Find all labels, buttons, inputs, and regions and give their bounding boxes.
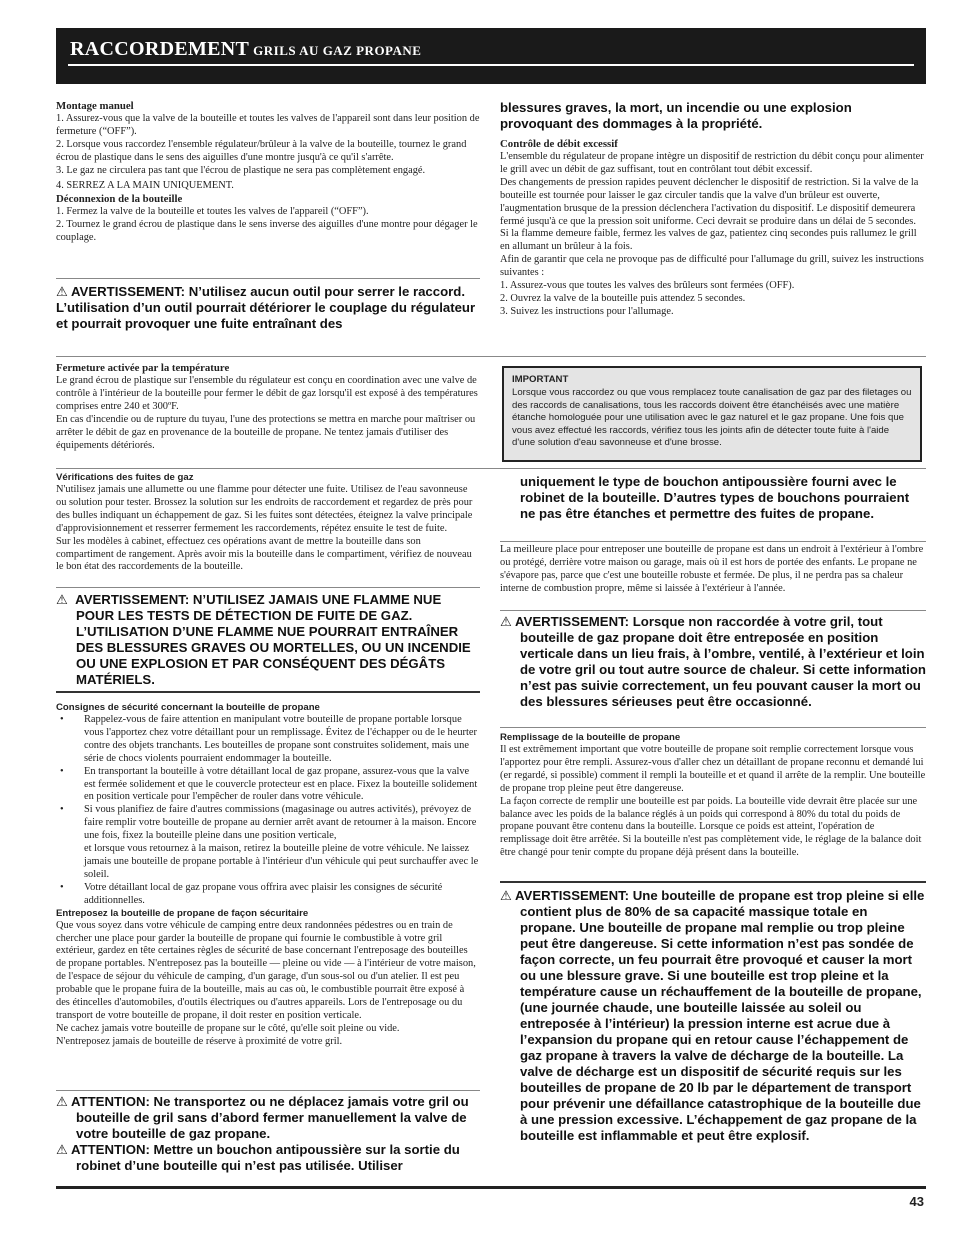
warning-text: AVERTISSEMENT: Lorsque non raccordée à votre gril, tout bouteille de gaz propane doit être entreposée en position verticale dans un lieu frais, à l’ombre, ventilé, à l’extérieur et loin de votre gril ou tout autre source de chaleur. Si cette information n’est pas suivie correctement, un feu pouvant causer la mort ou des blessures sérieuses peut être occasionné. [515,614,926,709]
header-rule [68,64,914,66]
debit-title: Contrôle de débit excessif [500,138,618,150]
deconnexion-title: Déconnexion de la bouteille [56,193,183,206]
attention-section [56,1094,480,1174]
remplissage-title: Remplissage de la bouteille de propane [500,732,681,743]
warning-icon: ⚠ [56,1142,68,1157]
warning-text: AVERTISSEMENT: N’utilisez aucun outil pour serrer le raccord. L’utilisation d’un outil pourrait détériorer le couplage du régulateur et pourrait provoquer une fuite entraînant des [56,284,476,331]
entreposez-paragraph-2: Ne cachez jamais votre bouteille de propane sur le côté, qu'elle soit pleine ou vide. [56,1022,400,1034]
warning-outil [56,284,480,332]
montage-section [56,100,480,245]
right-bottom-section [500,474,926,522]
deconnexion-step-2: 2. Tournez le grand écrou de plastique dans le sens inverse des aiguilles d'une montre pour dégager le couplage. [56,219,478,244]
fermeture-section [56,362,480,452]
important-body: Lorsque vous raccordez ou que vous remplacez toute canalisation de gaz par des filetages ou des raccords de canalisations, tous les raccords doivent être étanchéisés avec une matière étanche homologuée pour une utilisation avec le gaz naturel et le gaz propane. Une fois que vous avez effectué les raccords, vérifiez tous les joints afin de détecter toute fuite à l'aide d'une solution d'eau savonneuse et d'une brosse. [512,387,912,448]
debit-paragraph-2: Des changements de pression rapides peuvent déclencher le dispositif de restriction. Si la valve de la bouteille est tournée pour laisser le gaz circuler tandis que la valve d'un brûleur est ouverte, l'augmentation brusque de la pression déclenchera l'activation du dispositif. Le dispositif demeurera fermé jusqu'à ce que la pression soit uniforme. Ceci devrait se produire dans un délai de 5 secondes. Si la flamme demeure faible, fermez les valves de gaz, patientez cinq secondes puis rallumez le grill en allumant un brûleur à la fois. [500,176,919,253]
warning-trop-pleine [500,888,926,1144]
consignes-section [56,702,480,1049]
fuites-paragraph-1: N'utilisez jamais une allumette ou une flamme pour détecter une fuite. Utilisez de l'eau savonneuse ou solution pour tester. Brossez la solution sur les endroits de raccordement et regardez de près pour des bulles indiquant un échappement de gaz. Si les fuites sont détectées, éteignez la valve principale d'approvisionnement et resserrer fermement les raccordements, répétez ensuite le test de fuite. [56,484,473,534]
warning-flamme [56,592,480,688]
important-title: IMPORTANT [512,374,569,385]
warning-icon: ⚠ [500,888,512,903]
title-main: RACCORDEMENT [70,38,250,60]
attention-text-1: ATTENTION: Ne transportez ou ne déplacez jamais votre gril ou bouteille de gril sans d’abord fermer manuellement la valve de votre bouteille de gaz propane. [71,1094,469,1141]
divider [500,610,926,611]
debit-step-1: 1. Assurez-vous que toutes les valves des brûleurs sont fermées (OFF). [500,280,795,292]
montage-step-1: 1. Assurez-vous que la valve de la bouteille et toutes les valves de l'appareil sont dans leur position de fermeture (“OFF”). [56,113,480,137]
stockage-paragraph: La meilleure place pour entreposer une bouteille de propane est dans un endroit à l'extérieur à l'ombre ou protégé, derrière votre maison ou garage, mais où il est hors de portée des enfants. Le propane ne s'évapore pas, parce que c'est une bouteille robuste et fermée. De plus, il ne perdra pas sa chaleur interne de combustion propre, même si laissée à l'extérieur à l'année. [500,544,924,594]
warning-entreposage [500,614,926,710]
fermeture-paragraph-2: En cas d'incendie ou de rupture du tuyau, l'une des protections se mettra en marche pour maîtriser ou arrêter le débit de gaz en provenance de la bouteille de propane. Ne tentez jamais d'utiliser des équipements détériorés. [56,413,476,451]
debit-step-2: 2. Ouvrez la valve de la bouteille puis attendez 5 secondes. [500,292,746,304]
list-item: • Rappelez-vous de faire attention en manipulant votre bouteille de propane portable lorsque vous l'apportez chez votre détaillant pour un remplissage. Évitez de l'échapper ou de le heurter contre des objets tranchants. Les bouteilles de propane sont construites solidement, mais une série de chocs violents pourraient endommager la bouteille. [56,714,480,766]
remplissage-paragraph-1: Il est extrêmement important que votre bouteille de propane soit remplie correctement lorsque vous l'apportez pour être rempli. Assurez-vous d'aller chez un détaillant de propane reconnu et demandé lui (er regardé, si possible) comment il rempli la bouteille et et quand il arrête de la remplir. Une bouteille de propane trop pleine peut être dangereuse. [500,744,926,794]
list-item: • Votre détaillant local de gaz propane vous offrira avec plaisir les consignes de sécurité additionnelles. [56,882,480,908]
important-box [502,366,922,462]
divider [56,691,480,693]
page-header [56,28,926,84]
entreposez-paragraph-1: Que vous soyez dans votre véhicule de camping entre deux randonnées pédestres ou en train de chercher une place pour garder la bouteille de propane qui fournie le combustible à votre gril extérieur, gardez en tête certaines règles de sécurité de base concernant l'entreposage des bouteilles de propane portables. N'entreposez pas la bouteille — pleine ou vide — à l'intérieur de votre maison, de l'espace de séjour du véhicule de camping, d'un garage, d'un sous-sol ou d'un atelier. Il est peu probable que le propane fuira de la bouteille, mais au cas où, le combustible pourrait être exposé à des étincelles d'automobiles, d'outils électriques ou d'autres appareils. Lors de l'entreposage ou du transport de votre bouteille de propane, il doit rester en position verticale. [56,919,476,1021]
deconnexion-step-1: 1. Fermez la valve de la bouteille et toutes les valves de l'appareil (“OFF”). [56,206,369,218]
footer-rule [56,1186,926,1189]
warning-continued: blessures graves, la mort, un incendie ou une explosion provoquant des dommages à la propriété. [500,100,852,131]
title-sub: GRILS AU GAZ PROPANE [253,43,422,58]
divider [500,541,926,542]
attention-continued: uniquement le type de bouchon antipoussière fourni avec le robinet de la bouteille. D’autres types de bouchons pourraient ne pas être étanches et permettre des fuites de propane. [520,474,910,521]
montage-title: Montage manuel [56,100,134,112]
page-title [70,38,421,61]
attention-text-2: ATTENTION: Mettre un bouchon antipoussière sur la sortie du robinet d’une bouteille qui n’est pas utilisée. Utiliser [71,1142,460,1173]
divider [56,278,480,279]
consignes-continued: et lorsque vous retournez à la maison, retirez la bouteille pleine de votre véhicule. Ne laissez jamais une bouteille de propane portable à l'intérieur d'un véhicule qui peut surchauffer avec le soleil. [84,843,479,880]
fuites-paragraph-2: Sur les modèles à cabinet, effectuez ces opérations avant de mettre la bouteille dans son compartiment de rangement. Après avoir mis la bouteille dans le compartiment, vérifiez de nouveau le bon état des raccordements de la bouteille. [56,535,472,573]
fermeture-title: Fermeture activée par la température [56,362,230,374]
montage-step-4: 4. SERREZ A LA MAIN UNIQUEMENT. [56,179,234,191]
warning-icon: ⚠ [500,614,512,629]
stockage-section [500,544,926,596]
fermeture-paragraph-1: Le grand écrou de plastique sur l'ensemble du régulateur est conçu en coordination avec une valve de contrôle à l'intérieur de la bouteille pour fermer le débit de gaz lorsqu'il est exposé à des températures comprises entre 240 et 300ºF. [56,375,478,412]
list-item: • En transportant la bouteille à votre détaillant local de gaz propane, assurez-vous que la valve est fermée solidement et que le couvercle protecteur est en place. Fixez la bouteille solidement en position verticale pour l'empêcher de rouler dans votre véhicule. [56,766,480,805]
divider [56,468,926,469]
warning-icon: ⚠ [56,284,68,299]
remplissage-paragraph-2: La façon correcte de remplir une bouteille est par poids. La bouteille vide devrait être placée sur une balance avec les poids de la balance réglés à un poids qui correspond à 80% du total du poids de propane pouvant être contenu dans la bouteille. Lorsque ce poids est atteint, l'opération de remplissage doit être arrêtée. Si la bouteille n'est pas complètement vide, le réglage de la balance doit être changé pour tenir compte du propane déjà présent dans la bouteille. [500,795,922,859]
montage-step-2: 2. Lorsque vous raccordez l'ensemble régulateur/brûleur à la valve de la bouteille, tournez le grand écrou de plastique dans le sens des aiguilles d'une montre jusqu'à ce qu'il s'arrête. [56,138,467,163]
right-top-section [500,100,926,319]
debit-paragraph-1: L'ensemble du régulateur de propane intègre un dispositif de restriction du débit conçu pour alimenter le grill avec un débit de gaz suffisant, tout en contrôlant tout débit excessif. [500,151,924,175]
consignes-list [56,882,480,908]
warning-text: AVERTISSEMENT: N’UTILISEZ JAMAIS UNE FLAMME NUE POUR LES TESTS DE DÉTECTION DE FUITE DE GAZ. L’UTILISATION D’UNE FLAMME NUE POURRAIT ENTRAÎNER DES BLESSURES GRAVES OU MORTELLES, OU UN INCENDIE OU UNE EXPLOSION ET PAR CONSÉQUENT DES DÉGÂTS MATÉRIELS. [75,592,471,687]
warning-text: AVERTISSEMENT: Une bouteille de propane est trop pleine si elle contient plus de 80% de sa capacité massique totale en propane. Une bouteille de propane mal remplie ou trop pleine peut être dangereuse. Si cette information n’est pas sondée de façon correcte, un feu pourrait être provoqué et causer la mort ou une blessure grave. Si une bouteille est trop pleine et la température cause un réchauffement de la bouteille de propane, (une journée chaude, une bouteille laissée au soleil ou entreposée à l’intérieur) la pression interne est acrue due à l’expansion du propane qui en retour cause l’échappement de gaz propane à travers la valve de décharge de la bouteille. La valve de décharge est un dispositif de sécurité requis sur les bouteilles de propane de 20 lb par le département de transport pour prévenir une défaillance catastrophique de la bouteille due à une pression excessive. L’échappement de gaz propane de la bouteille est inflammable et peut être explosif. [515,888,925,1143]
debit-step-3: 3. Suivez les instructions pour l'allumage. [500,305,674,317]
montage-step-3: 3. Le gaz ne circulera pas tant que l'écrou de plastique ne sera pas complètement engagé. [56,164,426,176]
fuites-title: Vérifications des fuites de gaz [56,472,194,483]
divider [500,881,926,883]
page-number: 43 [909,1194,924,1209]
divider [500,727,926,728]
divider [56,1090,480,1091]
warning-icon: ⚠ [56,1094,68,1109]
fuites-section [56,472,480,574]
consignes-list [56,714,480,843]
debit-paragraph-3: Afin de garantir que cela ne provoque pas de difficulté pour l'allumage du grill, suivez les instructions suivantes : [500,254,924,279]
remplissage-section [500,732,926,860]
divider [56,356,926,357]
warning-icon: ⚠ [56,592,68,607]
list-item: • Si vous planifiez de faire d'autres commissions (magasinage ou autres activités), prévoyez de faire remplir votre bouteille de propane au dernier arrêt avant de retourner à la maison. Encore une fois, fixez la bouteille pleine dans une position verticale, [56,804,480,843]
divider [56,587,480,588]
entreposez-paragraph-3: N'entreposez jamais de bouteille de réserve à proximité de votre gril. [56,1035,343,1047]
entreposez-title: Entreposez la bouteille de propane de façon sécuritaire [56,907,309,919]
consignes-title: Consignes de sécurité concernant la bouteille de propane [56,702,320,713]
